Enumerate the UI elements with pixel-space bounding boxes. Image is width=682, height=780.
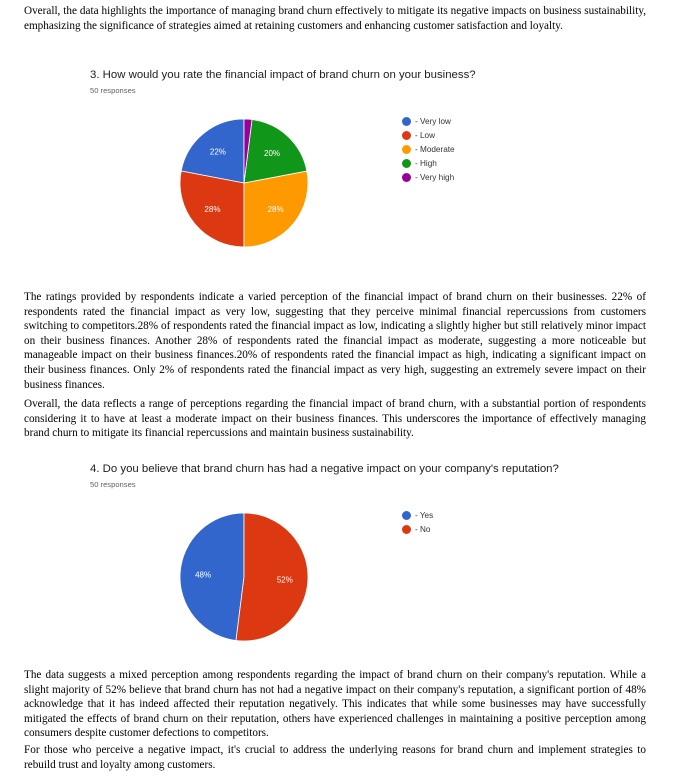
pie-slice-no (236, 513, 308, 641)
legend-item-moderate (402, 143, 455, 157)
legend-item-high (402, 156, 455, 170)
chart-title-q3: 3. How would you rate the financial impact of brand churn on your business? (90, 69, 476, 81)
legend-swatch-low (402, 131, 411, 140)
pie-slice-yes (180, 513, 244, 640)
legend-q4 (402, 509, 433, 537)
legend-label-no: - No (415, 525, 431, 535)
chart-title-q4: 4. Do you believe that brand churn has had a negative impact on your company's reputation? (90, 463, 559, 475)
legend-item-low (402, 129, 455, 143)
legend-swatch-high (402, 159, 411, 168)
pie-data-label-no: 52% (276, 575, 293, 585)
legend-label-yes: - Yes (415, 511, 434, 521)
legend-label-high: - High (415, 158, 437, 168)
legend-swatch-very-high (402, 173, 411, 182)
paragraph-q3-overall: Overall, the data reflects a range of perceptions regarding the financial impact of brand churn, with a substantial portion of respondents considering it to have at least a moderate impact on their business finances. This underscores the importance of effectively managing brand churn to mitigate its financial repercussions and maintain business sustainability. (24, 398, 646, 440)
legend-swatch-moderate (402, 145, 411, 154)
legend-label-very-high: - Very high (415, 172, 455, 182)
pie-data-label-very-low: 22% (209, 147, 226, 157)
pie-chart-q3 (178, 117, 310, 249)
legend-item-yes (402, 509, 433, 523)
legend-item-no (402, 523, 433, 537)
legend-label-moderate: - Moderate (415, 144, 455, 154)
legend-item-very-high (402, 170, 455, 184)
pie-data-label-low: 28% (204, 205, 221, 215)
legend-swatch-no (402, 525, 411, 534)
pie-data-label-high: 20% (264, 149, 281, 159)
paragraph-q4-followup: For those who perceive a negative impact, it's crucial to address the underlying reasons for brand churn and implement strategies to rebuild trust and loyalty among customers. (24, 744, 646, 771)
legend-swatch-yes (402, 511, 411, 520)
chart-subtitle-q4: 50 responses (90, 480, 136, 489)
legend-q3 (402, 115, 455, 184)
intro-paragraph: Overall, the data highlights the importance of managing brand churn effectively to mitigate its negative impacts on business sustainability, emphasizing the significance of strategies aimed at retaining customers and enhancing customer satisfaction and loyalty. (24, 5, 646, 32)
pie-chart-q4 (178, 511, 310, 643)
chart-subtitle-q3: 50 responses (90, 86, 136, 95)
pie-data-label-yes: 48% (195, 570, 212, 580)
paragraph-q3-ratings: The ratings provided by respondents indicate a varied perception of the financial impact of brand churn on their businesses. 22% of respondents rated the financial impact as very low, suggesting that they perceive minimal financial repercussions from customers switching to competitors.28% of respondents rated the financial impact as low, indicating a slightly higher but still relatively minor impact on their business finances. Another 28% of respondents rated the financial impact as moderate, suggesting a more noticeable but manageable impact on their business finances.20% of respondents rated the financial impact as high, indicating a significant impact on their business finances. Only 2% of respondents rated the financial impact as very high, suggesting an extremely severe impact on their business finances. (24, 291, 646, 391)
legend-item-very-low (402, 115, 455, 129)
pie-data-label-moderate: 28% (267, 205, 284, 215)
legend-swatch-very-low (402, 117, 411, 126)
legend-label-low: - Low (415, 131, 436, 141)
legend-label-very-low: - Very low (415, 117, 451, 127)
paragraph-q4-perception: The data suggests a mixed perception among respondents regarding the impact of brand churn on their company's reputation. While a slight majority of 52% believe that brand churn has not had a negative impact on their company's reputation, a significant portion of 48% acknowledge that it has indeed affected their reputation negatively. This indicates that while some businesses may have successfully mitigated the effects of brand churn on their reputation, others have experienced challenges in maintaining a positive perception among consumers despite customer defections to competitors. (24, 669, 646, 740)
